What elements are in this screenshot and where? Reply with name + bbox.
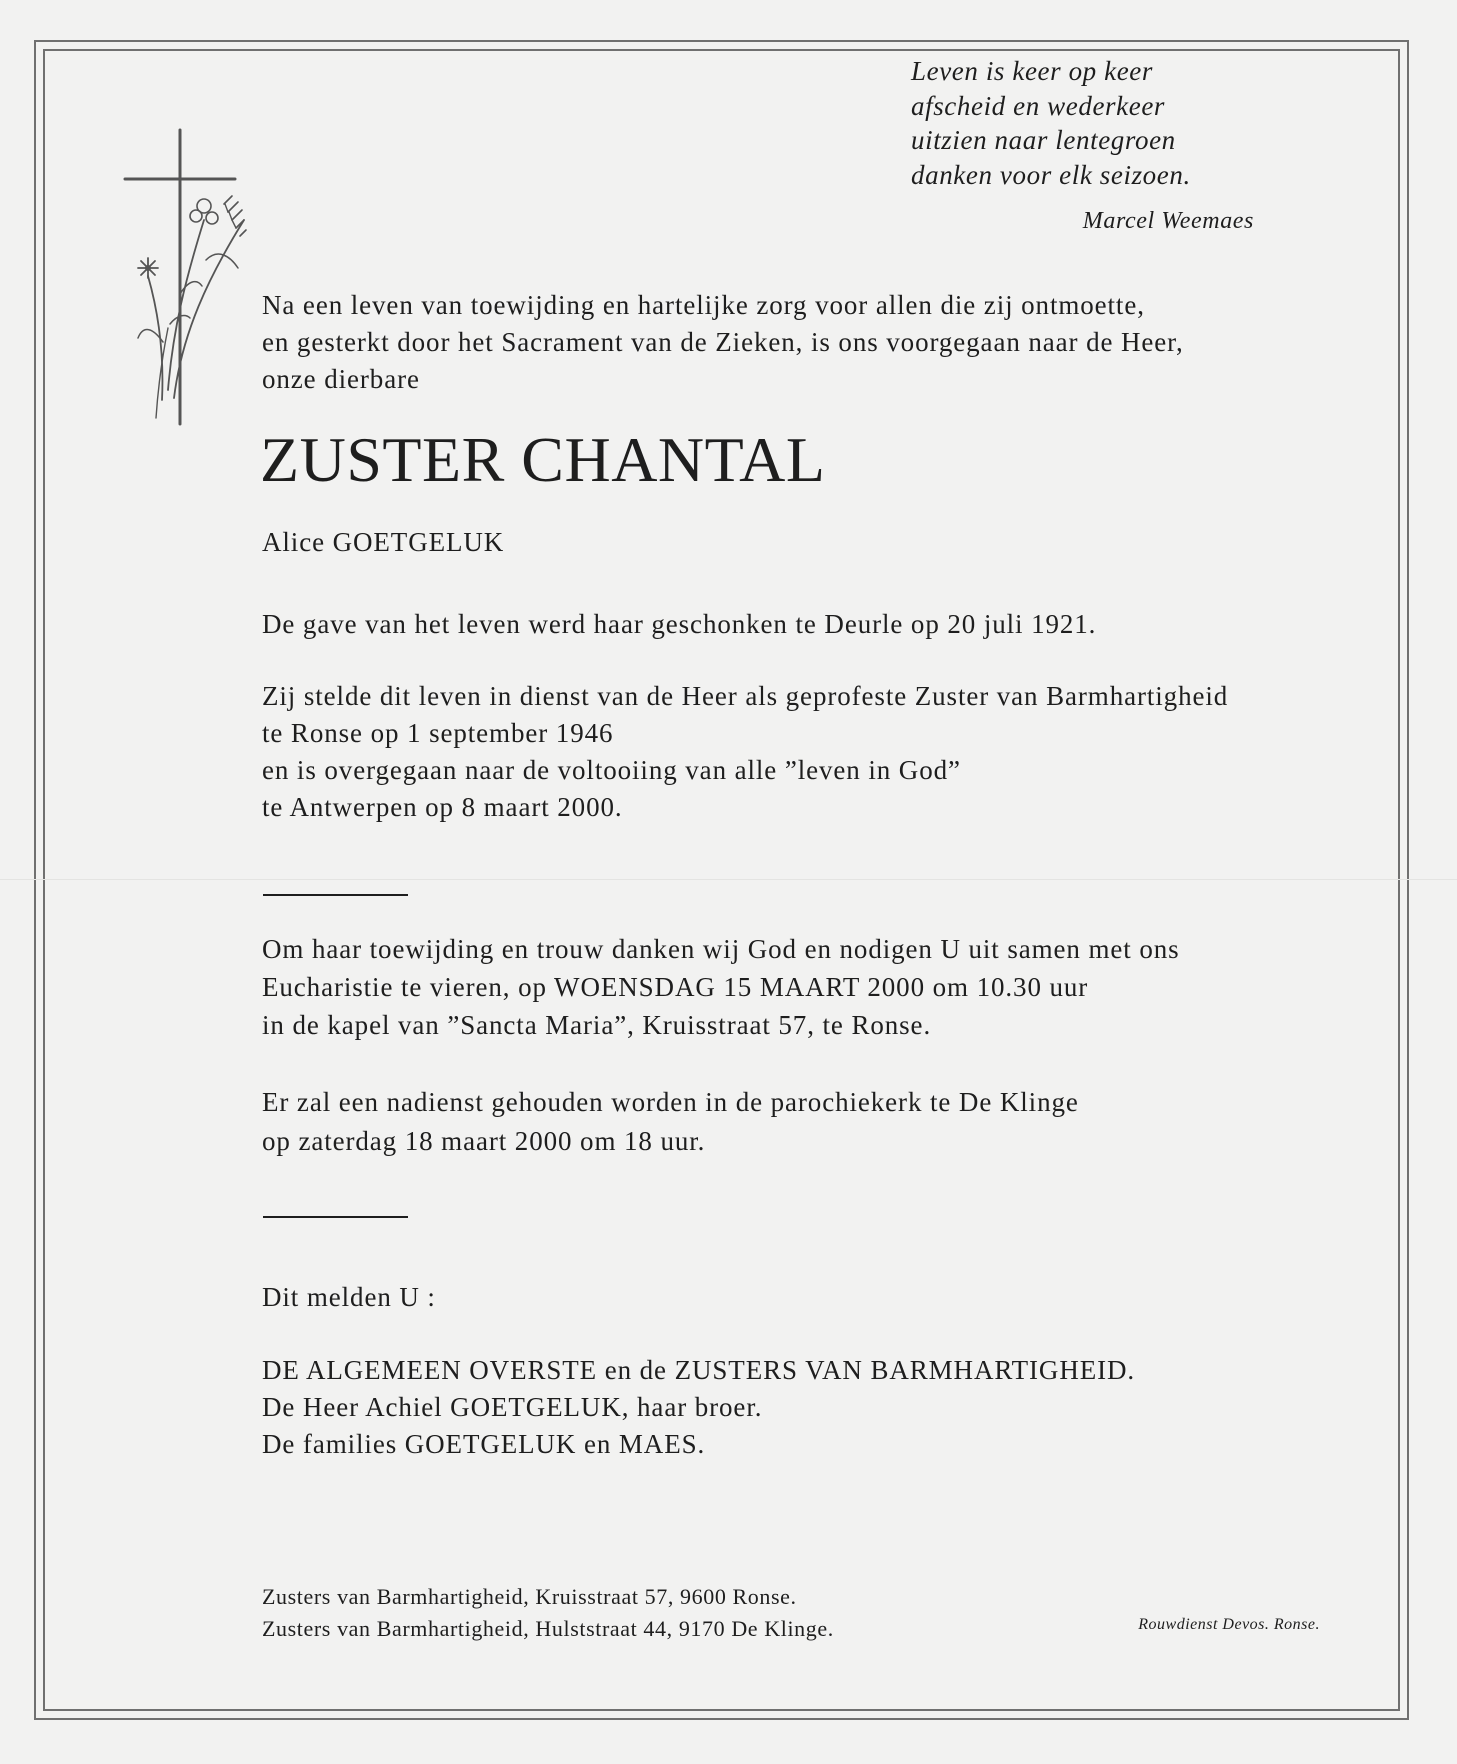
poem-line: uitzien naar lentegroen — [911, 125, 1176, 155]
mass-line: in de kapel van ”Sancta Maria”, Kruisstraat 57, te Ronse. — [262, 1010, 932, 1040]
address-line: Zusters van Barmhartigheid, Hulststraat 44, 9170 De Klinge. — [262, 1616, 834, 1641]
address-line: Zusters van Barmhartigheid, Kruisstraat 57, 9600 Ronse. — [262, 1584, 797, 1609]
mass-line: Eucharistie te vieren, op WOENSDAG 15 MAART 2000 om 10.30 uur — [262, 972, 1089, 1002]
poem-line: afscheid en wederkeer — [911, 90, 1166, 121]
intro-line: Na een leven van toewijding en hartelijke zorg voor allen die zij ontmoette, — [262, 290, 1145, 320]
fold-line — [0, 879, 1457, 880]
life-line: en is overgegaan naar de voltooiing van alle ”leven in God” — [262, 755, 961, 785]
service-line: Er zal een nadienst gehouden worden in de parochiekerk te De Klinge — [262, 1087, 1079, 1117]
poem-author: Marcel Weemaes — [1082, 208, 1254, 234]
separator-line — [263, 894, 408, 896]
deceased-title: ZUSTER CHANTAL — [260, 424, 826, 495]
intro-line: onze dierbare — [262, 364, 420, 394]
life-line: te Ronse op 1 september 1946 — [262, 718, 614, 748]
civil-name: Alice GOETGELUK — [262, 527, 505, 557]
announce-heading: Dit melden U : — [262, 1282, 436, 1312]
announce-line: De families GOETGELUK en MAES. — [262, 1429, 706, 1459]
intro-line: en gesterkt door het Sacrament van de Zieken, is ons voorgegaan naar de Heer, — [262, 327, 1184, 357]
announce-line: DE ALGEMEEN OVERSTE en de ZUSTERS VAN BARMHARTIGHEID. — [262, 1355, 1136, 1385]
birth-line: De gave van het leven werd haar geschonken te Deurle op 20 juli 1921. — [262, 609, 1097, 639]
cross-with-flowers-icon — [118, 128, 268, 428]
service-line: op zaterdag 18 maart 2000 om 18 uur. — [262, 1126, 706, 1156]
separator-line — [263, 1216, 408, 1218]
poem-line: danken voor elk seizoen. — [911, 159, 1191, 190]
life-line: te Antwerpen op 8 maart 2000. — [262, 792, 623, 822]
life-line: Zij stelde dit leven in dienst van de Heer als geprofeste Zuster van Barmhartigheid — [262, 681, 1229, 711]
poem — [911, 54, 1191, 192]
announce-line: De Heer Achiel GOETGELUK, haar broer. — [262, 1392, 763, 1422]
mass-line: Om haar toewijding en trouw danken wij God en nodigen U uit samen met ons — [262, 934, 1180, 964]
poem-line: Leven is keer op keer — [911, 56, 1153, 86]
printer-credit: Rouwdienst Devos. Ronse. — [1138, 1616, 1320, 1633]
